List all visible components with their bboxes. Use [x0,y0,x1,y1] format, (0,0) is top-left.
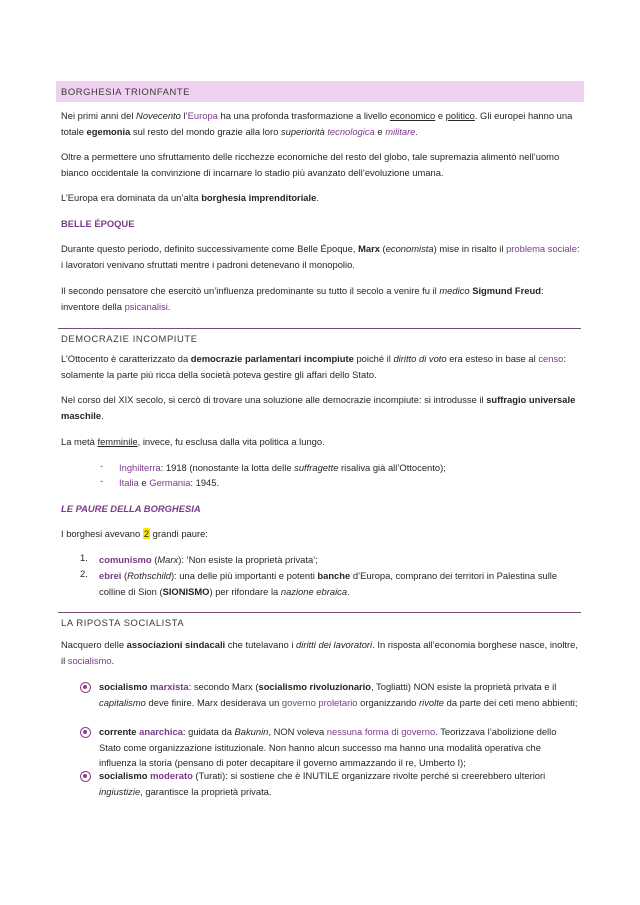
list-item: socialismo moderato (Turati): si sostiene che è INUTILE organizzare rivolte perché si creerebbero ulteriori ingiustizie, garantisce la proprietà privata. [99,770,546,797]
paragraph: Nel corso del XIX secolo, si cercò di trovare una soluzione alle democrazie incompiute: si introdusse il suffragio universale maschile. [61,394,576,421]
list-dash: - [100,475,104,486]
section-title-borghesia: BORGHESIA TRIONFANTE [61,86,191,97]
list-item: Italia e Germania: 1945. [119,477,220,488]
list-dash: - [100,460,104,471]
list-item: Inghilterra: 1918 (nonostante la lotta delle suffragette risaliva già all’Ottocento); [119,462,446,473]
bullet-icon [80,682,91,693]
section-divider [58,612,581,613]
list-item: corrente anarchica: guidata da Bakunin, NON voleva nessuna forma di governo. Teorizzava l’abolizione dello Stato come organizzazione istituzionale. Non hanno alcun successo ma hanno una modalità operativa che influenza la storia (pensano di poter decapitare il governo ammazzando il re, Umberto I); [99,726,557,768]
subheading-belle-epoque: BELLE ÉPOQUE [61,218,135,229]
paragraph: Oltre a permettere uno sfruttamento delle ricchezze economiche del resto del globo, tale supremazia alimentò nell’uomo bianco occidentale la convinzione di incarnare lo stadio più avanzato dell’evoluzione umana. [61,151,560,178]
paragraph: L’Europa era dominata da un’alta borghesia imprenditoriale. [61,192,319,203]
subheading-paure: LE PAURE DELLA BORGHESIA [61,503,201,514]
paragraph: L’Ottocento è caratterizzato da democrazie parlamentari incompiute poiché il diritto di voto era esteso in base al censo: solamente la parte più ricca della società poteva gestire gli affari dello Stato. [61,353,566,380]
section-divider [58,328,581,329]
paragraph: Nei primi anni del Novecento l’Europa ha una profonda trasformazione a livello economico e politico. Gli europei hanno una totale egemonia sul resto del mondo grazie alla loro superiorità tecnologica e militare. [61,110,573,137]
paragraph: La metà femminile, invece, fu esclusa dalla vita politica a lungo. [61,436,325,447]
paragraph: Il secondo pensatore che esercitò un’influenza predominante su tutto il secolo a venire fu il medico Sigmund Freud: inventore della psicanalisi. [61,285,544,312]
bullet-icon [80,771,91,782]
paragraph: Nacquero delle associazioni sindacali che tutelavano i diritti dei lavoratori. In risposta all’economia borghese nasce, inoltre, il socialismo. [61,639,578,666]
section-title-riposta: LA RIPOSTA SOCIALISTA [61,617,185,628]
list-item: socialismo marxista: secondo Marx (socialismo rivoluzionario, Togliatti) NON esiste la proprietà privata e il capitalismo deve finire. Marx desiderava un governo proletario organizzando rivolte da parte dei ceti meno abbienti; [99,681,578,708]
list-item: comunismo (Marx): ‘Non esiste la proprietà privata’; [99,554,318,565]
bullet-icon [80,727,91,738]
list-number: 1. [80,552,88,563]
list-number: 2. [80,568,88,579]
paragraph: I borghesi avevano 2 grandi paure: [61,528,208,539]
paragraph: Durante questo periodo, definito successivamente come Belle Époque, Marx (economista) mise in risalto il problema sociale: i lavoratori venivano sfruttati mentre i padroni detenevano il monopolio. [61,243,580,270]
list-item: ebrei (Rothschild): una delle più importanti e potenti banche d’Europa, comprano dei territori in Palestina sulle colline di Sion (SIONISMO) per rifondare la nazione ebraica. [99,570,558,597]
section-title-democrazie: DEMOCRAZIE INCOMPIUTE [61,333,198,344]
